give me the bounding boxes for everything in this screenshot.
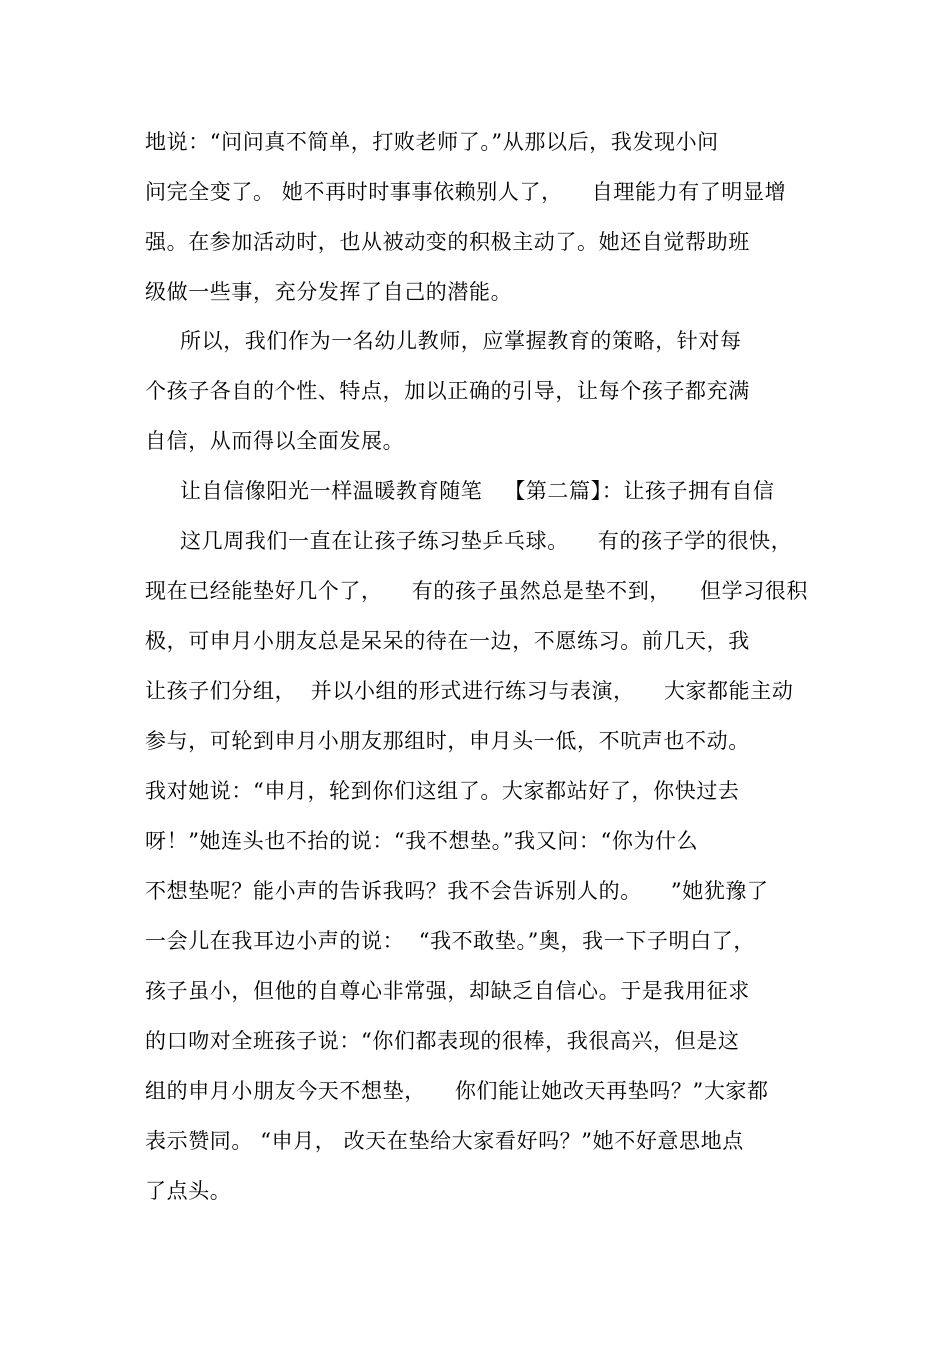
text-line: 让孩子们分组， 并以小组的形式进行练习与表演， 大家都能主动 xyxy=(145,679,794,703)
text-line: 现在已经能垫好几个了， 有的孩子虽然总是垫不到， 但学习很积 xyxy=(145,579,808,603)
text-line: 呀！”她连头也不抬的说：“我不想垫。”我又问：“你为什么 xyxy=(145,829,699,853)
text-line: 级做一些事，充分发挥了自己的潜能。 xyxy=(145,280,513,304)
paragraph-first-line: 这几周我们一直在让孩子练习垫乒乓球。 有的孩子学的很快， xyxy=(180,529,793,553)
text-line: 不想垫呢？能小声的告诉我吗？我不会告诉别人的。 ”她犹豫了 xyxy=(145,879,769,903)
text-line: 组的申月小朋友今天不想垫， 你们能让她改天再垫吗？”大家都 xyxy=(145,1079,769,1103)
text-line: 极，可申月小朋友总是呆呆的待在一边，不愿练习。前几天，我 xyxy=(145,629,750,653)
text-line: 的口吻对全班孩子说：“你们都表现的很棒，我很高兴，但是这 xyxy=(145,1029,740,1053)
text-line: 强。在参加活动时，也从被动变的积极主动了。她还自觉帮助班 xyxy=(145,230,750,254)
paragraph-first-line: 所以，我们作为一名幼儿教师，应掌握教育的策略，针对每 xyxy=(180,329,742,353)
text-line: 地说：“问问真不简单，打败老师了。”从那以后，我发现小问 xyxy=(145,130,719,154)
text-line: 了点头。 xyxy=(145,1179,232,1203)
text-line: 自信，从而得以全面发展。 xyxy=(145,429,405,453)
text-line: 我对她说：“申月，轮到你们这组了。大家都站好了，你快过去 xyxy=(145,779,740,803)
text-line: 参与，可轮到申月小朋友那组时，申月头一低，不吭声也不动。 xyxy=(145,729,750,753)
text-line: 孩子虽小，但他的自尊心非常强，却缺乏自信心。于是我用征求 xyxy=(145,979,750,1003)
section-heading: 让自信像阳光一样温暖教育随笔 【第二篇】：让孩子拥有自信 xyxy=(180,479,775,503)
text-line: 表示赞同。 “申月， 改天在垫给大家看好吗？”她不好意思地点 xyxy=(145,1129,744,1153)
text-line: 个孩子各自的个性、特点，加以正确的引导，让每个孩子都充满 xyxy=(145,379,750,403)
text-line: 问完全变了。 她不再时时事事依赖别人了， 自理能力有了明显增 xyxy=(145,180,787,204)
text-line: 一会儿在我耳边小声的说： “我不敢垫。”奥，我一下子明白了， xyxy=(145,929,755,953)
